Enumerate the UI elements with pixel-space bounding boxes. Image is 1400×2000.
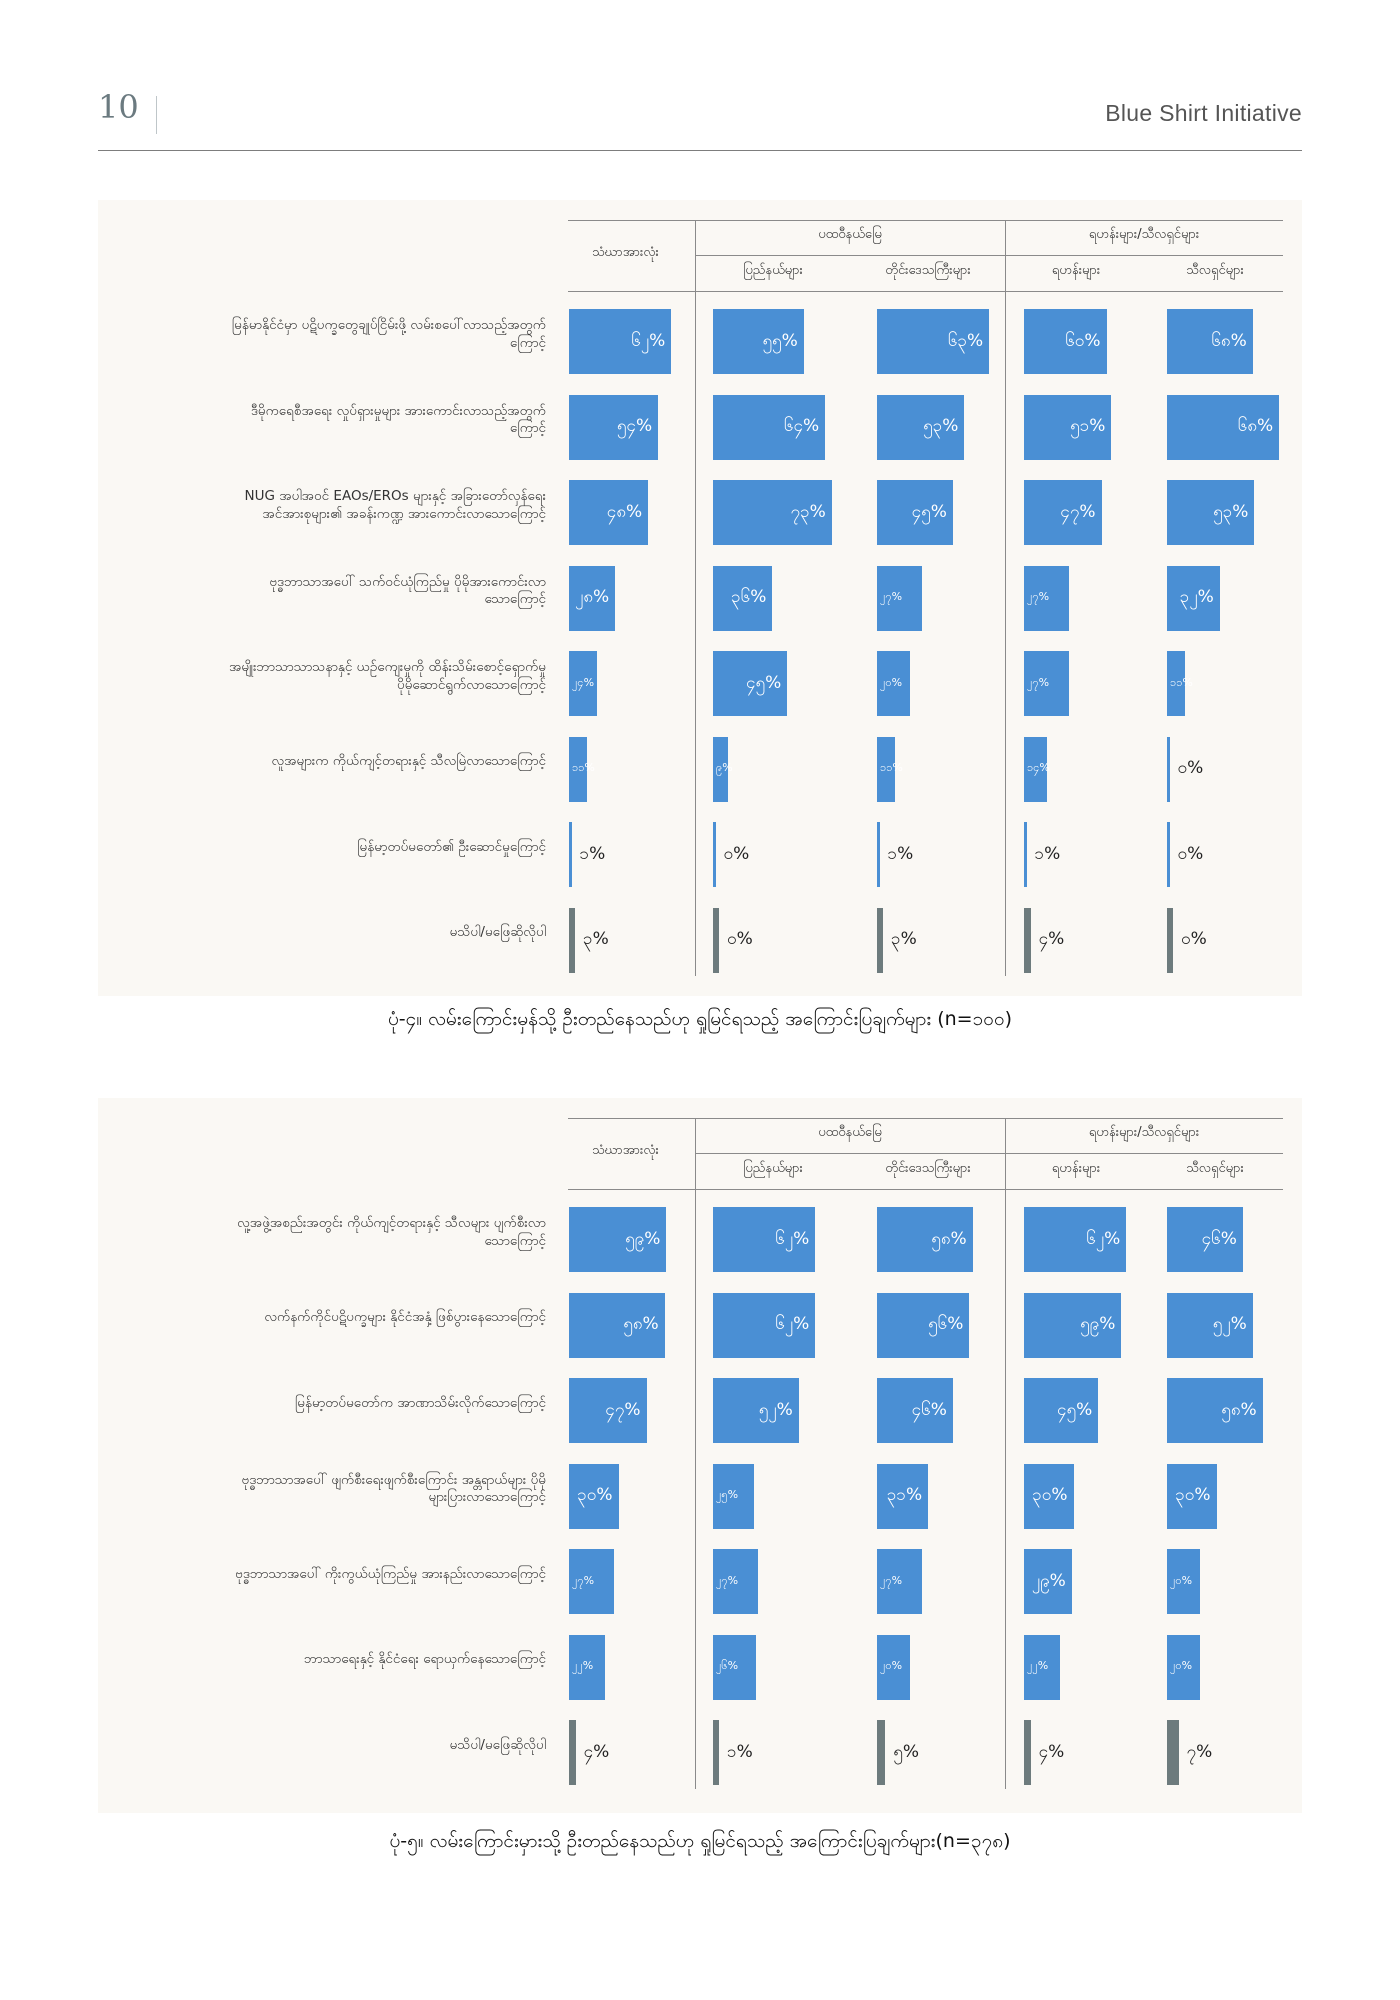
header-total: သံဃာအားလုံး [592,1143,659,1158]
bar-value-label: ၄၇% [605,1399,641,1420]
bar-value-label: ၃၀% [577,1485,613,1506]
bar-value-label: ၅၈% [931,1228,967,1249]
bar-6-4 [1167,1720,1179,1785]
category-label: လူ့အဖွဲ့အစည်းအတွင်း ကိုယ်ကျင့်တရားနှင့် သီလများ ပျက်စီးလာသောကြောင့် [237,1215,546,1249]
bar-value-label: ၄% [1038,1741,1065,1762]
bar-value-label: ၃% [891,929,917,950]
bar-6-4 [1167,822,1170,887]
bar-6-3 [1024,1720,1031,1785]
chart-panel-wrong-direction [98,1098,1302,1813]
header-rule-bottom [568,291,1283,292]
bar-value-label: ၀% [727,929,753,950]
bar-value-label: ၄% [583,1741,610,1762]
figure-caption-5: ပုံ-၅။ လမ်းကြောင်းမှားသို့ ဦးတည်နေသည်ဟု ရှုမြင်ရသည့် အကြောင်းပြချက်များ(n=၃၇၈) [389,1830,1011,1852]
bar-6-3 [1024,822,1027,887]
bar-value-label: ၀% [1177,843,1204,864]
bar-value-label: ၁% [887,843,914,864]
bar-value-label: ၃၀% [1175,1485,1211,1506]
bar-value-label: ၅၆% [928,1314,964,1335]
bar-value-label: ၂၇% [1027,675,1050,689]
category-label: မသိပါ/မဖြေဆိုလိုပါ [449,924,546,941]
bar-value-label: ၆၂% [631,330,666,351]
bar-value-label: ၀% [1181,929,1207,950]
bar-value-label: ၂၄% [572,675,595,689]
header-regions: တိုင်းဒေသကြီးများ [885,1161,971,1176]
bar-value-label: ၄၇% [1060,501,1096,522]
bar-value-label: ၅% [893,1741,919,1762]
page-number: 10 [98,88,139,126]
bar-value-label: ၅၂% [1212,1314,1247,1335]
bar-value-label: ၃၆% [731,587,767,608]
bar-5-4 [1167,737,1170,802]
bar-value-label: ၄၈% [606,501,643,522]
header-rule-bottom [568,1189,1283,1190]
header-states: ပြည်နယ်များ [743,263,803,278]
category-label: မြန်မာနိုင်ငံမှာ ပဋိပက္ခတွေချုပ်ငြိမ်းဖို့ လမ်းစပေါ်လာသည့်အတွက်ကြောင့် [231,317,546,351]
category-label: မြန်မာ့တပ်မတော်က အာဏာသိမ်းလိုက်သောကြောင့် [295,1394,546,1411]
bar-value-label: ၁၁% [880,761,903,775]
category-label: လူအများက ကိုယ်ကျင့်တရားနှင့် သီလမြဲလာသောကြောင့် [271,753,546,770]
category-label: မြန်မာ့တပ်မတော်၏ ဦးဆောင်မှုကြောင့် [357,838,546,855]
bar-value-label: ၂၀% [880,675,903,689]
bar-value-label: ၀% [1177,758,1204,779]
bar-value-label: ၂၀% [1170,1659,1193,1673]
bar-value-label: ၄၆% [911,1399,947,1420]
bar-7-2 [877,908,883,973]
bar-6-0 [569,1720,576,1785]
bar-value-label: ၆၃% [947,330,984,351]
bar-value-label: ၆၀% [1065,330,1101,351]
header-monks: ရဟန်းများ [1051,1161,1101,1176]
column-separator [1005,1118,1006,1789]
category-label: ဒီမိုကရေစီအရေး လှုပ်ရှားမှုများ အားကောင်းလာသည့်အတွက်ကြောင့် [250,402,546,437]
bar-6-1 [713,822,716,887]
bar-7-3 [1024,908,1031,973]
bar-value-label: ၄၅% [1056,1399,1093,1420]
header-nuns: သီလရှင်များ [1186,1161,1244,1176]
bar-value-label: ၇% [1186,1741,1213,1762]
header-group-geography: ပထဝီနယ်မြေ [818,1125,882,1140]
chart-panel-right-direction [98,200,1302,996]
bar-value-label: ၁% [579,843,606,864]
bar-value-label: ၇၃% [790,501,826,522]
bar-value-label: ၆၈% [1237,416,1274,437]
bar-value-label: ၁၄% [1027,761,1050,775]
bar-value-label: ၆၂% [775,1314,810,1335]
bar-value-label: ၉% [716,761,733,775]
bar-value-label: ၂၉% [1031,1570,1066,1591]
header-group-geography: ပထဝီနယ်မြေ [818,227,882,242]
header-rule-top [568,220,1283,221]
bar-value-label: ၂၂% [1027,1659,1049,1673]
header-nuns: သီလရှင်များ [1186,263,1244,278]
header-group-monks-nuns: ရဟန်းများ/သီလရှင်များ [1088,227,1200,242]
bar-value-label: ၂၇% [880,1573,903,1587]
bar-value-label: ၂၈% [574,587,610,608]
bar-value-label: ၂၀% [1170,1573,1193,1587]
category-label: ဗုဒ္ဓဘာသာအပေါ် ကိုးကွယ်ယုံကြည်မှု အားနည်းလာသောကြောင့် [235,1565,546,1582]
header-divider [156,96,157,134]
bar-value-label: ၅၉% [625,1228,661,1249]
bar-value-label: ၆၂% [1086,1228,1121,1249]
header-group-monks-nuns: ရဟန်းများ/သီလရှင်များ [1088,1125,1200,1140]
bar-value-label: ၀% [723,843,750,864]
category-label: ဗုဒ္ဓဘာသာအပေါ် ဖျက်စီးရေးဖျက်စီးကြောင်း အန္တရာယ်များ ပိုမိုများပြားလာသောကြောင့် [241,1471,546,1506]
bar-value-label: ၂၆% [716,1659,739,1673]
category-label: လက်နက်ကိုင်ပဋိပက္ခများ နိုင်ငံအနှံ့ ဖြစ်ပွားနေသောကြောင့် [264,1309,546,1326]
bar-value-label: ၆၄% [783,416,820,437]
bar-value-label: ၂၅% [716,1488,739,1502]
bar-value-label: ၅၃% [923,416,959,437]
column-separator [695,220,696,976]
bar-6-1 [713,1720,719,1785]
header-rule-sub [696,1153,1283,1154]
bar-value-label: ၁% [727,1741,753,1762]
column-separator [695,1118,696,1789]
bar-6-0 [569,822,572,887]
header-rule [98,150,1302,151]
bar-value-label: ၂၇% [1027,590,1050,604]
bar-value-label: ၂၀% [880,1659,903,1673]
bar-value-label: ၅၃% [1213,501,1249,522]
bar-value-label: ၂၂% [572,1659,594,1673]
header-rule-top [568,1118,1283,1119]
bar-value-label: ၂၇% [572,1573,595,1587]
category-label: NUG အပါအဝင် EAOs/EROs များနှင့် အခြားတော်လှန်ရေးအင်အားစုများ၏ အခန်းကဏ္ဍ အားကောင်းလာသောကြောင့် [244,488,546,522]
bar-value-label: ၅၈% [623,1314,659,1335]
bar-7-0 [569,908,575,973]
bar-value-label: ၅၉% [1080,1314,1116,1335]
bar-value-label: ၄% [1038,929,1065,950]
column-separator [1005,220,1006,976]
page-header [98,88,1302,152]
bar-value-label: ၆၂% [775,1228,810,1249]
bar-value-label: ၅၄% [616,416,653,437]
bar-value-label: ၄၅% [911,501,947,522]
bar-value-label: ၁၁% [1170,675,1193,689]
bar-value-label: ၄၅% [745,672,782,693]
bar-value-label: ၃၁% [886,1485,923,1506]
bar-value-label: ၂၇% [880,590,903,604]
figure-caption-4: ပုံ-၄။ လမ်းကြောင်းမှန်သို့ ဦးတည်နေသည်ဟု ရှုမြင်ရသည့် အကြောင်းပြချက်များ (n=၁၀၀) [387,1008,1013,1030]
category-label: ဗုဒ္ဓဘာသာအပေါ် သက်ဝင်ယုံကြည်မှု ပိုမိုအားကောင်းလာသောကြောင့် [269,573,546,608]
header-regions: တိုင်းဒေသကြီးများ [885,263,971,278]
header-states: ပြည်နယ်များ [743,1161,803,1176]
bar-value-label: ၁၁% [572,761,595,775]
bar-6-2 [877,822,880,887]
bar-value-label: ၃၀% [1032,1485,1068,1506]
bar-value-label: ၁% [1034,843,1061,864]
bar-7-1 [713,908,719,973]
bar-value-label: ၃၂% [1179,587,1214,608]
bar-value-label: ၆၈% [1211,330,1247,351]
bar-value-label: ၂၇% [716,1573,739,1587]
header-total: သံဃာအားလုံး [592,245,659,260]
bar-value-label: ၅၂% [758,1399,793,1420]
bar-7-4 [1167,908,1173,973]
publication-title: Blue Shirt Initiative [1105,100,1302,126]
bar-value-label: ၅၁% [1070,416,1106,437]
category-label: အမျိုးဘာသာသာသနာနှင့် ယဉ်ကျေးမှုကို ထိန်းသိမ်းစောင့်ရှောက်မှု ပိုမိုဆောင်ရွက်လာသောကြောင့် [228,659,546,693]
header-monks: ရဟန်းများ [1051,263,1101,278]
bar-value-label: ၅၈% [1221,1399,1257,1420]
bar-value-label: ၃% [583,929,609,950]
category-label: ဘာသာရေးနှင့် နိုင်ငံရေး ရောယှက်နေသောကြောင့် [304,1651,546,1668]
header-rule-sub [696,255,1283,256]
bar-value-label: ၅၅% [762,330,798,351]
category-label: မသိပါ/မဖြေဆိုလိုပါ [449,1736,546,1753]
bar-6-2 [877,1720,885,1785]
bar-value-label: ၄၆% [1201,1228,1237,1249]
